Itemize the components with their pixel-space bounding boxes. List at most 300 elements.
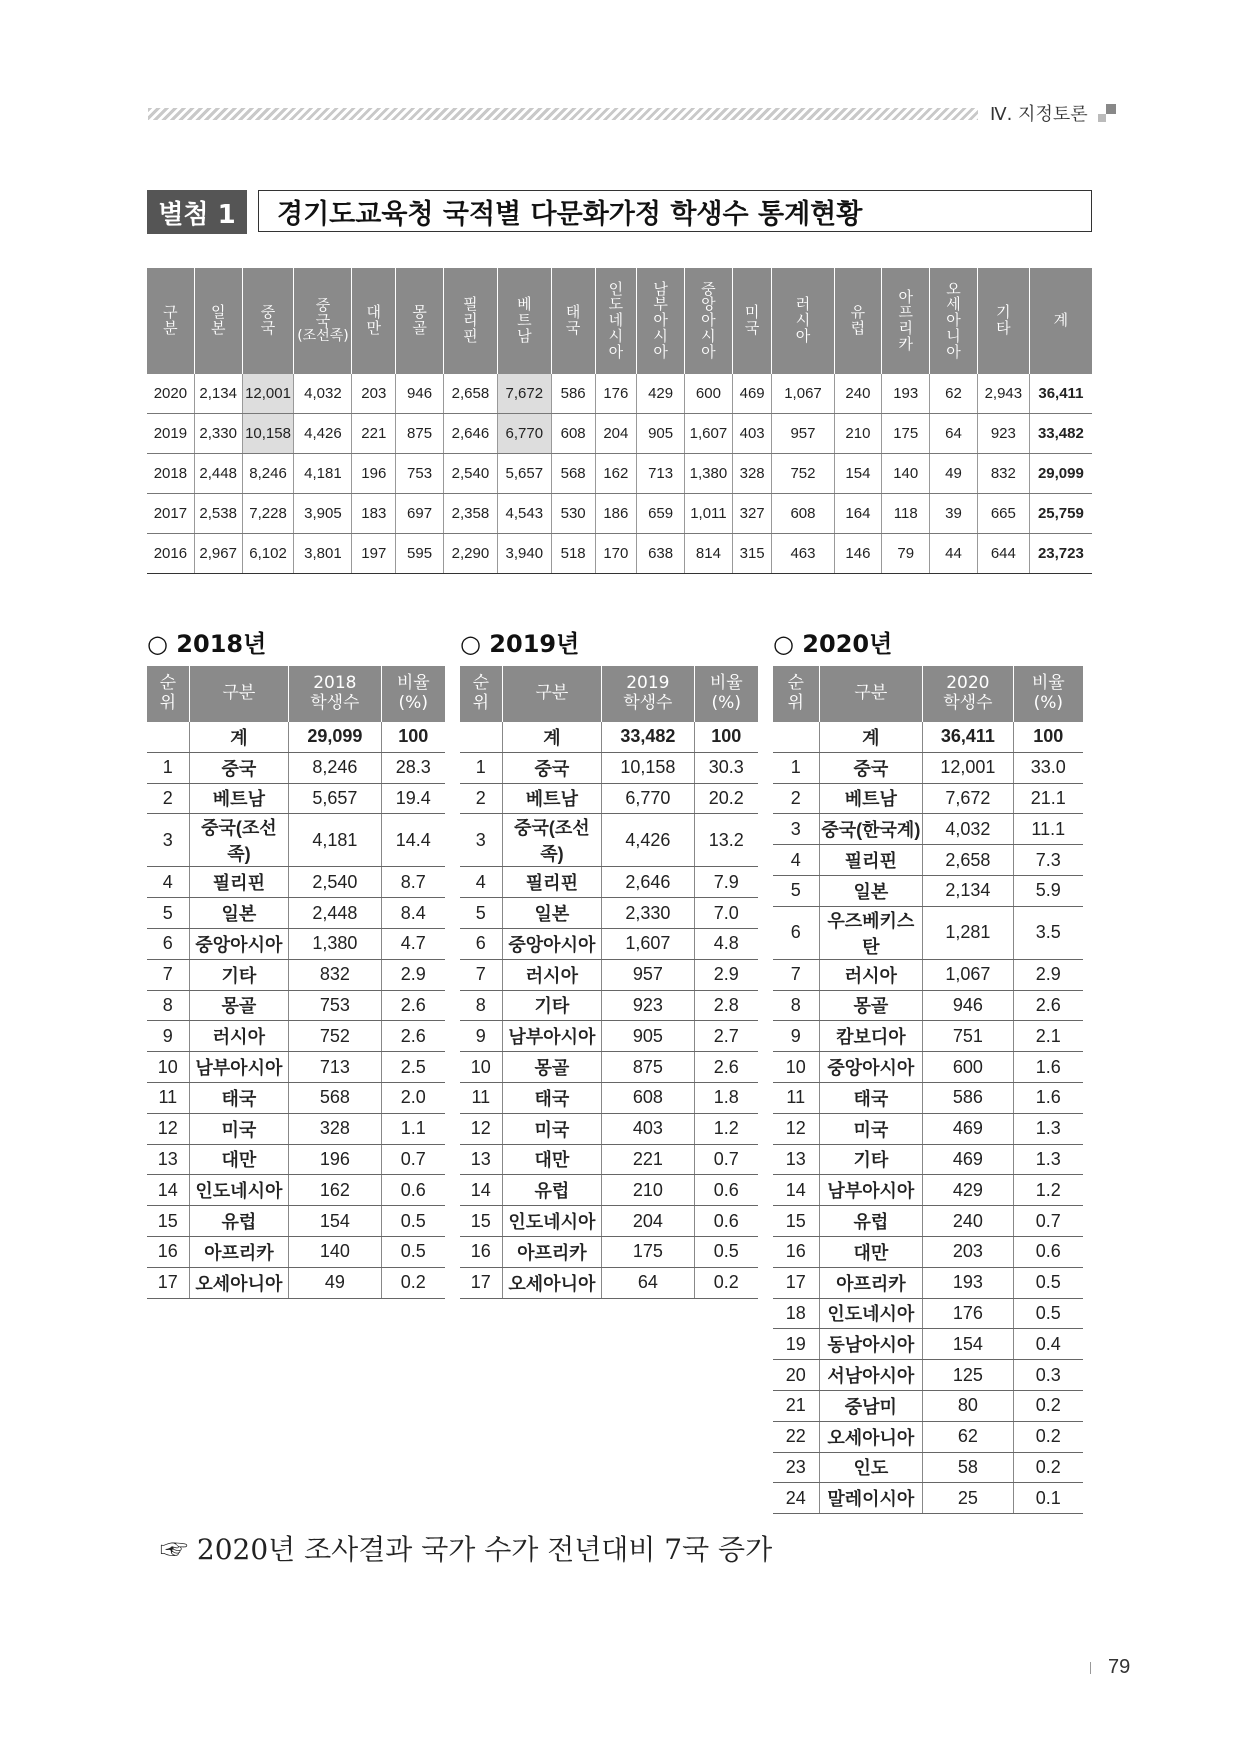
table-cell: 193: [882, 374, 930, 414]
table-cell: 586: [551, 374, 595, 414]
rank-cell: 1: [773, 752, 819, 783]
table-cell: 946: [396, 374, 444, 414]
table-row: [460, 814, 758, 867]
table-row: [147, 783, 445, 814]
table-cell: 240: [834, 374, 882, 414]
table-row: [147, 752, 445, 783]
ratio-cell: 0.5: [1013, 1267, 1083, 1298]
category-cell: 계: [819, 722, 923, 752]
rank-cell: 11: [147, 1082, 189, 1113]
ratio-cell: 100: [381, 722, 445, 752]
ratio-cell: 1.6: [1013, 1082, 1083, 1113]
table-cell: 1,067: [772, 374, 834, 414]
category-cell: 필리핀: [819, 845, 923, 876]
count-cell: 12,001: [923, 752, 1013, 783]
table-row: [460, 1082, 758, 1113]
count-cell: 608: [602, 1082, 694, 1113]
count-cell: 875: [602, 1052, 694, 1083]
table-cell: 4,426: [294, 414, 352, 454]
category-cell: 러시아: [189, 1021, 289, 1052]
count-cell: 25: [923, 1483, 1013, 1514]
count-cell: 946: [923, 990, 1013, 1021]
count-cell: 4,032: [923, 814, 1013, 845]
rank-cell: 2: [460, 783, 502, 814]
category-cell: 계: [502, 722, 602, 752]
table-cell: 183: [352, 494, 396, 534]
count-cell: 8,246: [289, 752, 381, 783]
category-cell: 필리핀: [189, 867, 289, 898]
table-cell: 3,801: [294, 534, 352, 574]
table-row: [460, 1052, 758, 1083]
rank-cell: 10: [147, 1052, 189, 1083]
rank-cell: 12: [773, 1113, 819, 1144]
table-cell: 752: [772, 454, 834, 494]
rank-cell: 12: [147, 1113, 189, 1144]
count-cell: 193: [923, 1267, 1013, 1298]
ratio-cell: 0.2: [1013, 1421, 1083, 1452]
table-row: [773, 1390, 1083, 1421]
category-cell: 중국: [819, 752, 923, 783]
rank-cell: 17: [460, 1267, 502, 1298]
category-cell: 중국(조선족): [189, 814, 289, 867]
rank-cell: 4: [460, 867, 502, 898]
ratio-cell: 0.2: [694, 1267, 758, 1298]
rank-cell: 16: [460, 1236, 502, 1267]
count-cell: 5,657: [289, 783, 381, 814]
count-cell: 6,770: [602, 783, 694, 814]
ratio-cell: 0.2: [381, 1267, 445, 1298]
ratio-cell: 1.2: [694, 1113, 758, 1144]
ratio-cell: 4.8: [694, 928, 758, 959]
rank-cell: 5: [147, 898, 189, 929]
count-cell: 2,134: [923, 875, 1013, 906]
category-cell: 중앙아시아: [819, 1052, 923, 1083]
table-row: [147, 374, 1092, 414]
column-header: 계: [1029, 268, 1092, 374]
category-cell: 계: [189, 722, 289, 752]
ratio-cell: 2.9: [694, 959, 758, 990]
rank-cell: [147, 722, 189, 752]
table-cell: 832: [977, 454, 1029, 494]
rank-cell: 23: [773, 1452, 819, 1483]
header-stripe: [148, 108, 978, 120]
rank-cell: [773, 722, 819, 752]
table-row: [460, 928, 758, 959]
rank-cell: 5: [773, 875, 819, 906]
table-cell: 2,448: [194, 454, 242, 494]
table-row: [773, 1483, 1083, 1514]
ratio-cell: 7.9: [694, 867, 758, 898]
table-cell: 44: [930, 534, 978, 574]
table-row: [460, 867, 758, 898]
category-cell: 일본: [819, 875, 923, 906]
year-cell: 2017: [147, 494, 194, 534]
table-cell: 1,380: [685, 454, 733, 494]
rank-cell: 9: [460, 1021, 502, 1052]
ratio-cell: 2.9: [381, 959, 445, 990]
rank-cell: 10: [773, 1052, 819, 1083]
ratio-cell: 2.6: [1013, 990, 1083, 1021]
table-row: [147, 1052, 445, 1083]
table-row: [147, 1267, 445, 1298]
ratio-cell: 30.3: [694, 752, 758, 783]
rank-cell: 1: [147, 752, 189, 783]
ratio-cell: 0.6: [694, 1175, 758, 1206]
table-cell: 753: [396, 454, 444, 494]
ratio-cell: 14.4: [381, 814, 445, 867]
rank-cell: 7: [460, 959, 502, 990]
ratio-cell: 0.2: [1013, 1390, 1083, 1421]
year-cell: 2016: [147, 534, 194, 574]
table-cell: 600: [685, 374, 733, 414]
table-cell: 1,607: [685, 414, 733, 454]
column-header: 베 트 남: [497, 268, 551, 374]
table-row: [147, 928, 445, 959]
table-cell: 4,181: [294, 454, 352, 494]
category-cell: 인도네시아: [819, 1298, 923, 1329]
count-cell: 600: [923, 1052, 1013, 1083]
table-cell: 12,001: [242, 374, 294, 414]
category-cell: 몽골: [819, 990, 923, 1021]
ratio-cell: 2.8: [694, 990, 758, 1021]
rank-cell: 17: [773, 1267, 819, 1298]
table-cell: 2,358: [443, 494, 497, 534]
ratio-cell: 7.0: [694, 898, 758, 929]
rank-cell: 14: [460, 1175, 502, 1206]
ratio-cell: 100: [1013, 722, 1083, 752]
count-cell: 175: [602, 1236, 694, 1267]
ratio-cell: 8.7: [381, 867, 445, 898]
table-row: [773, 1052, 1083, 1083]
ratio-cell: 0.6: [694, 1206, 758, 1237]
table-cell: 186: [595, 494, 637, 534]
ratio-cell: 2.5: [381, 1052, 445, 1083]
rank-cell: 5: [460, 898, 502, 929]
rank-cell: 11: [773, 1082, 819, 1113]
count-cell: 957: [602, 959, 694, 990]
table-row: [147, 1113, 445, 1144]
table-cell: 2,330: [194, 414, 242, 454]
column-header: 러 시 아: [772, 268, 834, 374]
table-row: [147, 959, 445, 990]
category-cell: 아프리카: [502, 1236, 602, 1267]
table-row: [773, 1175, 1083, 1206]
count-cell: 586: [923, 1082, 1013, 1113]
table-row: [147, 898, 445, 929]
ratio-cell: 0.4: [1013, 1329, 1083, 1360]
category-cell: 오세아니아: [819, 1421, 923, 1452]
rank-cell: 3: [773, 814, 819, 845]
table-cell: 196: [352, 454, 396, 494]
table-cell: 62: [930, 374, 978, 414]
rank-cell: 3: [147, 814, 189, 867]
ratio-cell: 2.6: [381, 1021, 445, 1052]
ratio-cell: 19.4: [381, 783, 445, 814]
count-cell: 403: [602, 1113, 694, 1144]
count-cell: 751: [923, 1021, 1013, 1052]
count-cell: 221: [602, 1144, 694, 1175]
column-header: 구분: [189, 666, 289, 722]
table-row: [773, 875, 1083, 906]
table-cell: 2,540: [443, 454, 497, 494]
category-cell: 인도: [819, 1452, 923, 1483]
table-cell: 403: [732, 414, 772, 454]
ratio-cell: 1.6: [1013, 1052, 1083, 1083]
rank-cell: 6: [460, 928, 502, 959]
count-cell: 713: [289, 1052, 381, 1083]
column-header: 필 리 핀: [443, 268, 497, 374]
rank-cell: 9: [147, 1021, 189, 1052]
count-cell: 162: [289, 1175, 381, 1206]
category-cell: 서남아시아: [819, 1360, 923, 1391]
table-row: [773, 1236, 1083, 1267]
table-cell: 518: [551, 534, 595, 574]
column-header: 중 국 (조선족): [294, 268, 352, 374]
ratio-cell: 0.3: [1013, 1360, 1083, 1391]
header-ornament: [1098, 104, 1120, 126]
ratio-cell: 1.3: [1013, 1113, 1083, 1144]
table-row: [147, 534, 1092, 574]
table-row: [147, 867, 445, 898]
table-row: [460, 1267, 758, 1298]
ratio-cell: 8.4: [381, 898, 445, 929]
column-header: 미 국: [732, 268, 772, 374]
rank-cell: 7: [147, 959, 189, 990]
table-cell: 327: [732, 494, 772, 534]
table-cell: 328: [732, 454, 772, 494]
total-row: [773, 722, 1083, 752]
page-divider: [1090, 1662, 1091, 1674]
category-cell: 일본: [502, 898, 602, 929]
rank-cell: 4: [773, 845, 819, 876]
column-header: 유 럽: [834, 268, 882, 374]
table-row: [460, 783, 758, 814]
ratio-cell: 0.7: [381, 1144, 445, 1175]
category-cell: 러시아: [502, 959, 602, 990]
footnote: ☞ 2020년 조사결과 국가 수가 전년대비 7국 증가: [160, 1533, 773, 1566]
category-cell: 유럽: [502, 1175, 602, 1206]
table-row: [773, 1298, 1083, 1329]
table-cell: 2,134: [194, 374, 242, 414]
table-row: [773, 1021, 1083, 1052]
category-cell: 베트남: [502, 783, 602, 814]
category-cell: 태국: [819, 1082, 923, 1113]
category-cell: 오세아니아: [502, 1267, 602, 1298]
table-cell: 140: [882, 454, 930, 494]
page-title: 경기도교육청 국적별 다문화가정 학생수 통계현황: [258, 190, 1092, 232]
ratio-cell: 1.1: [381, 1113, 445, 1144]
rank-cell: 20: [773, 1360, 819, 1391]
category-cell: 동남아시아: [819, 1329, 923, 1360]
ratio-cell: 2.9: [1013, 959, 1083, 990]
table-cell: 665: [977, 494, 1029, 534]
count-cell: 33,482: [602, 722, 694, 752]
rank-cell: 9: [773, 1021, 819, 1052]
ratio-cell: 0.5: [381, 1236, 445, 1267]
table-cell: 875: [396, 414, 444, 454]
count-cell: 832: [289, 959, 381, 990]
rank-cell: 14: [147, 1175, 189, 1206]
category-cell: 미국: [189, 1113, 289, 1144]
ratio-cell: 11.1: [1013, 814, 1083, 845]
table-cell: 7,672: [497, 374, 551, 414]
table-row: [147, 1206, 445, 1237]
column-header: 구분: [819, 666, 923, 722]
count-cell: 196: [289, 1144, 381, 1175]
ratio-cell: 4.7: [381, 928, 445, 959]
count-cell: 203: [923, 1236, 1013, 1267]
table-cell: 39: [930, 494, 978, 534]
table-cell: 203: [352, 374, 396, 414]
ratio-cell: 0.6: [1013, 1236, 1083, 1267]
rank-cell: 8: [773, 990, 819, 1021]
table-row: [147, 494, 1092, 534]
table-row: [147, 1082, 445, 1113]
column-header: 비율 (%): [694, 666, 758, 722]
category-cell: 남부아시아: [189, 1052, 289, 1083]
category-cell: 몽골: [189, 990, 289, 1021]
count-cell: 176: [923, 1298, 1013, 1329]
table-row: [773, 1452, 1083, 1483]
category-cell: 유럽: [189, 1206, 289, 1237]
count-cell: 2,330: [602, 898, 694, 929]
table-row: [773, 783, 1083, 814]
rank-cell: 17: [147, 1267, 189, 1298]
table-row: [460, 898, 758, 929]
table-cell: 1,011: [685, 494, 733, 534]
rank-cell: 1: [460, 752, 502, 783]
column-header: 순 위: [460, 666, 502, 722]
count-cell: 328: [289, 1113, 381, 1144]
count-cell: 568: [289, 1082, 381, 1113]
category-cell: 중남미: [819, 1390, 923, 1421]
table-row: [773, 906, 1083, 959]
ratio-cell: 5.9: [1013, 875, 1083, 906]
table-cell: 5,657: [497, 454, 551, 494]
ratio-cell: 0.5: [1013, 1298, 1083, 1329]
ratio-cell: 2.6: [381, 990, 445, 1021]
ratio-cell: 1.2: [1013, 1175, 1083, 1206]
column-header: 2019 학생수: [602, 666, 694, 722]
table-row: [773, 959, 1083, 990]
table-cell: 3,905: [294, 494, 352, 534]
section-title-2018: ○ 2018년: [147, 630, 267, 658]
count-cell: 62: [923, 1421, 1013, 1452]
column-header: 기 타: [977, 268, 1029, 374]
table-cell: 905: [637, 414, 685, 454]
count-cell: 154: [923, 1329, 1013, 1360]
category-cell: 중앙아시아: [502, 928, 602, 959]
table-row: [147, 414, 1092, 454]
column-header: 일 본: [194, 268, 242, 374]
table-cell: 118: [882, 494, 930, 534]
count-cell: 2,658: [923, 845, 1013, 876]
count-cell: 753: [289, 990, 381, 1021]
ratio-cell: 20.2: [694, 783, 758, 814]
table-cell: 33,482: [1029, 414, 1092, 454]
page-number: 79: [1108, 1656, 1131, 1678]
column-header: 순 위: [773, 666, 819, 722]
column-header: 비율 (%): [381, 666, 445, 722]
ratio-cell: 21.1: [1013, 783, 1083, 814]
category-cell: 중국(한국계): [819, 814, 923, 845]
column-header: 2020 학생수: [923, 666, 1013, 722]
table-cell: 638: [637, 534, 685, 574]
rank-cell: 10: [460, 1052, 502, 1083]
table-row: [773, 1144, 1083, 1175]
rank-cell: [460, 722, 502, 752]
ratio-cell: 100: [694, 722, 758, 752]
table-cell: 315: [732, 534, 772, 574]
ratio-cell: 33.0: [1013, 752, 1083, 783]
rank-cell: 16: [773, 1236, 819, 1267]
count-cell: 905: [602, 1021, 694, 1052]
count-cell: 1,380: [289, 928, 381, 959]
table-row: [773, 752, 1083, 783]
table-row: [147, 1144, 445, 1175]
count-cell: 7,672: [923, 783, 1013, 814]
table-cell: 2,646: [443, 414, 497, 454]
rank-cell: 15: [460, 1206, 502, 1237]
count-cell: 240: [923, 1206, 1013, 1237]
table-cell: 7,228: [242, 494, 294, 534]
ratio-cell: 0.1: [1013, 1483, 1083, 1514]
column-header: 태 국: [551, 268, 595, 374]
category-cell: 중국(조선족): [502, 814, 602, 867]
category-cell: 러시아: [819, 959, 923, 990]
category-cell: 베트남: [189, 783, 289, 814]
table-row: [147, 1236, 445, 1267]
table-cell: 2,967: [194, 534, 242, 574]
count-cell: 4,426: [602, 814, 694, 867]
rank-cell: 7: [773, 959, 819, 990]
rank-cell: 16: [147, 1236, 189, 1267]
appendix-tag: 별첨 1: [147, 190, 247, 234]
category-cell: 캄보디아: [819, 1021, 923, 1052]
count-cell: 469: [923, 1113, 1013, 1144]
category-cell: 대만: [819, 1236, 923, 1267]
table-cell: 713: [637, 454, 685, 494]
count-cell: 58: [923, 1452, 1013, 1483]
ranking-table-2020: [773, 666, 1083, 1514]
table-row: [773, 990, 1083, 1021]
count-cell: 1,067: [923, 959, 1013, 990]
table-cell: 463: [772, 534, 834, 574]
category-cell: 인도네시아: [189, 1175, 289, 1206]
table-cell: 64: [930, 414, 978, 454]
ratio-cell: 1.3: [1013, 1144, 1083, 1175]
count-cell: 469: [923, 1144, 1013, 1175]
rank-cell: 15: [773, 1206, 819, 1237]
ranking-table-2019: [460, 666, 758, 1299]
count-cell: 1,281: [923, 906, 1013, 959]
table-row: [147, 814, 445, 867]
column-header: 2018 학생수: [289, 666, 381, 722]
category-cell: 오세아니아: [189, 1267, 289, 1298]
table-cell: 2,538: [194, 494, 242, 534]
category-cell: 유럽: [819, 1206, 923, 1237]
table-cell: 659: [637, 494, 685, 534]
rank-cell: 12: [460, 1113, 502, 1144]
table-row: [460, 1175, 758, 1206]
category-cell: 기타: [819, 1144, 923, 1175]
table-cell: 221: [352, 414, 396, 454]
table-cell: 8,246: [242, 454, 294, 494]
table-cell: 79: [882, 534, 930, 574]
table-cell: 923: [977, 414, 1029, 454]
category-cell: 남부아시아: [819, 1175, 923, 1206]
table-row: [460, 1021, 758, 1052]
